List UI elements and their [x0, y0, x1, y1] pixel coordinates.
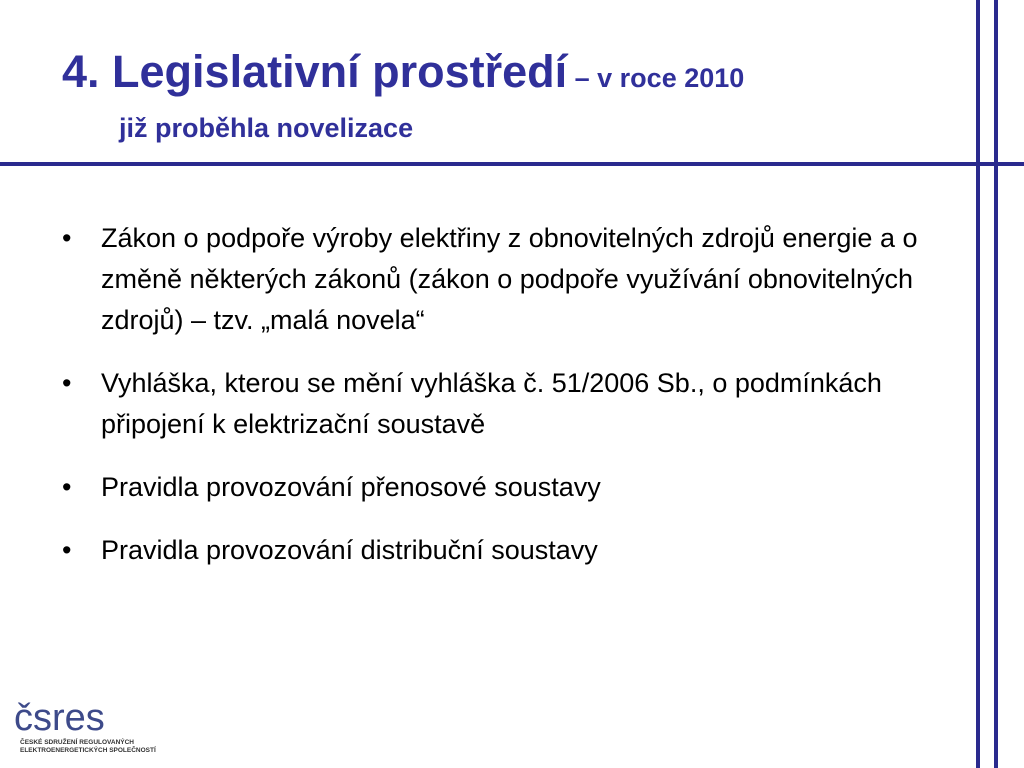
- bullet-text: Vyhláška, kterou se mění vyhláška č. 51/2006 Sb., o podmínkách připojení k elektrizační soustavě: [101, 368, 882, 439]
- title-line: [62, 44, 744, 111]
- bullet-list: [62, 218, 962, 593]
- title-main: 4. Legislativní prostředí: [62, 46, 568, 97]
- logo-wordmark: čsres: [14, 697, 105, 739]
- horizontal-rule: [0, 162, 1024, 166]
- bullet-marker: •: [62, 472, 72, 502]
- csres-logo: [14, 697, 156, 757]
- bullet-item: [62, 218, 962, 341]
- bullet-marker: •: [62, 535, 72, 565]
- bullet-marker: •: [62, 368, 72, 398]
- slide-title: [62, 44, 744, 145]
- bullet-marker: •: [62, 223, 72, 253]
- bullet-text: Pravidla provozování přenosové soustavy: [101, 472, 601, 502]
- bullet-item: [62, 363, 962, 445]
- logo-subtitle-line: ELEKTROENERGETICKÝCH SPOLEČNOSTÍ: [20, 747, 156, 754]
- bullet-text: Pravidla provozování distribuční soustavy: [101, 535, 598, 565]
- bullet-text: Zákon o podpoře výroby elektřiny z obnovitelných zdrojů energie a o změně některých zákonů (zákon o podpoře využívání obnovitelných zdrojů) – tzv. „malá novela“: [101, 223, 918, 335]
- vertical-rule-right: [994, 0, 998, 768]
- vertical-rule-left: [976, 0, 980, 768]
- title-suffix: – v roce 2010: [567, 63, 745, 93]
- bullet-item: [62, 467, 962, 508]
- logo-subtitle: [20, 739, 156, 755]
- bullet-item: [62, 530, 962, 571]
- logo-subtitle-line: ČESKÉ SDRUŽENÍ REGULOVANÝCH: [20, 739, 135, 746]
- title-subtitle: již proběhla novelizace: [119, 113, 414, 143]
